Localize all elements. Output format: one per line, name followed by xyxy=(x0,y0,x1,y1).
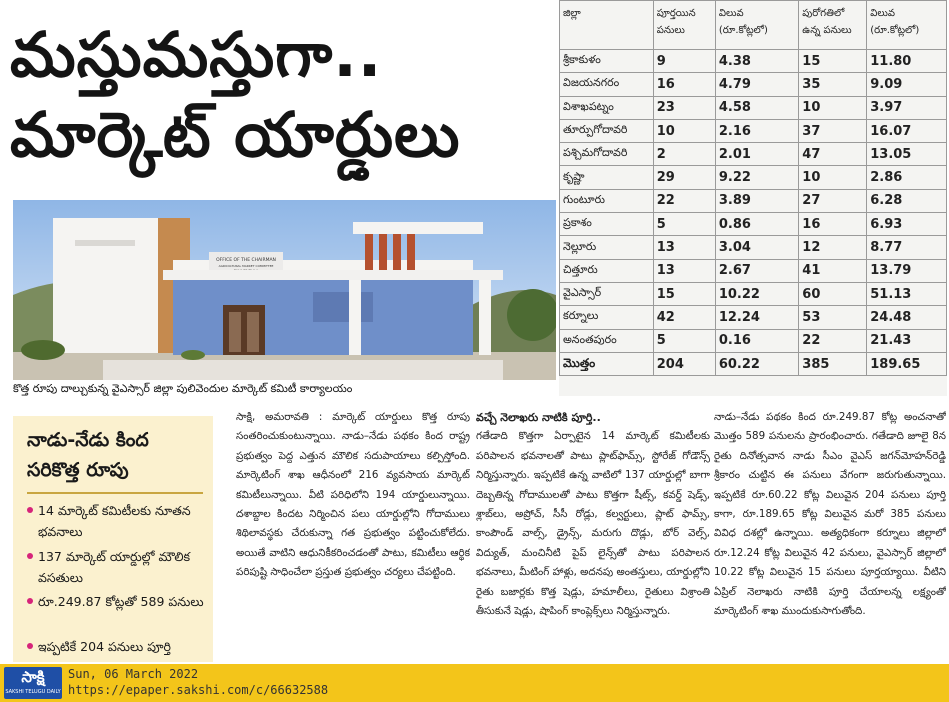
value-cell: 13 xyxy=(653,259,715,282)
table-row xyxy=(560,329,947,352)
logo-subtext: SAKSHI TELUGU DAILY xyxy=(5,689,61,695)
value-cell: 4.38 xyxy=(715,50,798,73)
building-photo xyxy=(13,200,556,380)
table-row xyxy=(560,143,947,166)
value-cell: 9.22 xyxy=(715,166,798,189)
district-cell: విజయనగరం xyxy=(560,73,654,96)
value-cell: 189.65 xyxy=(867,352,947,375)
highlights-box xyxy=(13,416,213,662)
district-cell: నెల్లూరు xyxy=(560,236,654,259)
value-cell: 2.67 xyxy=(715,259,798,282)
value-cell: 3.04 xyxy=(715,236,798,259)
value-cell: 2.86 xyxy=(867,166,947,189)
table-row xyxy=(560,189,947,212)
value-cell: 2 xyxy=(653,143,715,166)
value-cell: 3.89 xyxy=(715,189,798,212)
photo-caption: కొత్త రూపు దాల్చుకున్న వైఎస్సార్ జిల్లా పులివెందుల మార్కెట్ కమిటీ కార్యాలయం xyxy=(13,382,353,395)
value-cell: 2.16 xyxy=(715,119,798,142)
value-cell: 0.16 xyxy=(715,329,798,352)
district-cell: వైఎస్సార్ xyxy=(560,282,654,305)
value-cell: 10.22 xyxy=(715,282,798,305)
value-cell: 5 xyxy=(653,213,715,236)
district-cell: కృష్ణా xyxy=(560,166,654,189)
headline-line-1: మస్తుమస్తుగా.. xyxy=(10,18,383,91)
value-cell: 385 xyxy=(799,352,867,375)
district-cell: తూర్పుగోదావరి xyxy=(560,119,654,142)
value-cell: 8.77 xyxy=(867,236,947,259)
article-column-1: సాక్షి, అమరావతి : మార్కెట్ యార్డులు కొత్త రూపు సంతరించుకుంటున్నాయి. నాడు–నేడు పథకం కింద రాష్ట్ర ప్రభుత్వం పెద్ద ఎత్తున మౌలిక సదుపాయాలు కల్పిస్తోంది. మార్కెటింగ్ శాఖ ఆధీనంలో 216 వ్యవసాయ మార్కెట్ కమిటీలున్నాయి. వీటి పరిధిలోని 194 యార్డులున్నాయి. దశాబ్దాల కిందట నిర్మించిన పలు యార్డుల్లోని గోదాములు శిథిలావస్థకు చేరుకున్నా గత ప్రభుత్వం పట్టించుకోలేదు. అయితే వాటిని ఆధునికీకరించడంతో పాటు, కమిటీలు ఆర్థిక పరిపుష్టి సాధించేలా ప్రస్తుత ప్రభుత్వం చర్యలు చేపట్టింది. xyxy=(236,411,470,579)
table-row xyxy=(560,259,947,282)
table-row xyxy=(560,282,947,305)
value-cell: 6.93 xyxy=(867,213,947,236)
footer-bar xyxy=(0,664,949,702)
table-row xyxy=(560,73,947,96)
value-cell: 41 xyxy=(799,259,867,282)
value-cell: 10 xyxy=(799,96,867,119)
column-header: పూర్తయిన పనులు xyxy=(653,1,715,50)
value-cell: 2.01 xyxy=(715,143,798,166)
value-cell: 60 xyxy=(799,282,867,305)
value-cell: 6.28 xyxy=(867,189,947,212)
table-row xyxy=(560,50,947,73)
value-cell: 35 xyxy=(799,73,867,96)
highlight-text: ఇప్పటికే 204 పనులు పూర్తి xyxy=(38,639,171,654)
value-cell: 10 xyxy=(653,119,715,142)
value-cell: 15 xyxy=(799,50,867,73)
value-cell: 16 xyxy=(653,73,715,96)
value-cell: 53 xyxy=(799,306,867,329)
value-cell: 51.13 xyxy=(867,282,947,305)
highlight-text: 137 మార్కెట్ యార్డుల్లో మౌలిక వసతులు xyxy=(38,549,191,585)
district-cell: శ్రీకాకుళం xyxy=(560,50,654,73)
highlight-text: 14 మార్కెట్ కమిటీలకు నూతన భవనాలు xyxy=(38,503,191,539)
value-cell: 23 xyxy=(653,96,715,119)
district-cell: గుంటూరు xyxy=(560,189,654,212)
bullet-dot-icon xyxy=(27,598,33,604)
table-row xyxy=(560,213,947,236)
value-cell: 5 xyxy=(653,329,715,352)
sakshi-logo[interactable] xyxy=(4,667,62,699)
column-header: జిల్లా xyxy=(560,1,654,50)
logo-text: సాక్షి xyxy=(21,668,45,686)
value-cell: 9.09 xyxy=(867,73,947,96)
value-cell: 13 xyxy=(653,236,715,259)
value-cell: 60.22 xyxy=(715,352,798,375)
value-cell: 24.48 xyxy=(867,306,947,329)
column-header: పురోగతిలో ఉన్న పనులు xyxy=(799,1,867,50)
value-cell: 9 xyxy=(653,50,715,73)
district-cell: పశ్చిమగోదావరి xyxy=(560,143,654,166)
value-cell: 13.05 xyxy=(867,143,947,166)
value-cell: 4.79 xyxy=(715,73,798,96)
value-cell: 204 xyxy=(653,352,715,375)
value-cell: 12.24 xyxy=(715,306,798,329)
district-cell: విశాఖపట్నం xyxy=(560,96,654,119)
highlight-item xyxy=(27,591,212,612)
value-cell: 12 xyxy=(799,236,867,259)
column-header: విలువ (రూ.కోట్లలో) xyxy=(867,1,947,50)
value-cell: 16.07 xyxy=(867,119,947,142)
value-cell: 47 xyxy=(799,143,867,166)
district-cell: కర్నూలు xyxy=(560,306,654,329)
publish-date: Sun, 06 March 2022 xyxy=(68,667,199,681)
article-column-2-text: గతేడాది కొత్తగా ఏర్పాటైన 14 మార్కెట్ కమిటీలకు పరిపాలన భవనాలతో పాటు ప్లాట్‌ఫామ్స్, స్టోరేజ్ గోడౌన్స్ నిర్మిస్తున్నారు. ఇప్పటికే ఉన్న వాటిలో 137 యార్డుల్లో బాగా దెబ్బతిన్న గోదాములతో పాటు కొత్తగా షీట్స్, కవర్డ్ షెడ్స్, శ్లాబ్‌లు, అప్రోచ్, సీసీ రోడ్లు, కల్వర్టులు, ప్లాట్ ఫామ్స్, కాంపౌండ్ వాల్స్, డ్రైన్స్, మరుగు దొడ్లు, బోర్ వెల్స్, విద్యుత్, మంచినీటి పైప్ లైన్స్‌తో పాటు పరిపాలన భవనాలు, మీటింగ్ హాళ్లు, అదనపు అంతస్తులు, యార్డుల్లోని రైతు బజార్లకు కొత్త షెడ్లు, హమాలీలు, రైతులు విశ్రాంతి తీసుకునే షెడ్లు, షాపింగ్ కాంప్లెక్స్‌లు నిర్మిస్తున్నారు. xyxy=(476,430,710,618)
table-row xyxy=(560,119,947,142)
table-row xyxy=(560,96,947,119)
table-total-row xyxy=(560,352,947,375)
district-cell: చిత్తూరు xyxy=(560,259,654,282)
district-cell: మొత్తం xyxy=(560,352,654,375)
highlight-item xyxy=(27,636,212,657)
value-cell: 22 xyxy=(653,189,715,212)
district-works-table xyxy=(559,0,947,396)
value-cell: 15 xyxy=(653,282,715,305)
value-cell: 0.86 xyxy=(715,213,798,236)
bullet-dot-icon xyxy=(27,643,33,649)
table-row xyxy=(560,166,947,189)
bullet-dot-icon xyxy=(27,553,33,559)
highlight-item xyxy=(27,500,212,542)
table-row xyxy=(560,236,947,259)
value-cell: 3.97 xyxy=(867,96,947,119)
value-cell: 16 xyxy=(799,213,867,236)
table-row xyxy=(560,306,947,329)
district-cell: అనంతపురం xyxy=(560,329,654,352)
value-cell: 4.58 xyxy=(715,96,798,119)
column-header: విలువ (రూ.కోట్లలో) xyxy=(715,1,798,50)
table-header-row xyxy=(560,1,947,50)
article-column-3: నాడు–నేడు పథకం కింద రూ.249.87 కోట్ల అంచనాతో మొత్తం 589 పనులను ప్రారంభించారు. గతేడాది జూలై 8న రైతు దినోత్సవాన నాడు సీఎం వైఎస్ జగన్‌మోహన్‌రెడ్డి శ్రీకారం చుట్టిన ఈ పనులు వేగంగా జరుగుతున్నాయి. ఇప్పటికే రూ.60.22 కోట్ల విలువైన 204 పనులు పూర్తి కాగా, రూ.189.65 కోట్ల విలువైన మరో 385 పనులు వివిధ దశల్లో ఉన్నాయి. అత్యధికంగా కర్నూలు జిల్లాలో రూ.12.24 కోట్ల విలువైన 42 పనులు, వైఎస్సార్ జిల్లాలో 10.22 కోట్ల విలువైన 15 పనులు పూర్తయ్యాయి. వీటిని ఏప్రిల్ నెలాఖరు నాటికి పూర్తి చేయాలన్న లక్ష్యంతో మార్కెటింగ్ శాఖ ముందుకుసాగుతోంది. xyxy=(714,411,946,618)
highlight-item xyxy=(27,546,212,588)
value-cell: 13.79 xyxy=(867,259,947,282)
value-cell: 22 xyxy=(799,329,867,352)
value-cell: 42 xyxy=(653,306,715,329)
value-cell: 29 xyxy=(653,166,715,189)
article-column-2 xyxy=(476,408,710,658)
highlight-text: రూ.249.87 కోట్లతో 589 పనులు xyxy=(38,594,204,609)
article-subheading: వచ్చే నెలాఖరు నాటికి పూర్తి.. xyxy=(476,411,601,424)
highlights-title: నాడు-నేడు కింద సరికొత్త రూపు xyxy=(27,429,149,481)
value-cell: 37 xyxy=(799,119,867,142)
value-cell: 27 xyxy=(799,189,867,212)
value-cell: 11.80 xyxy=(867,50,947,73)
district-cell: ప్రకాశం xyxy=(560,213,654,236)
sign-line: AGRICULTURAL MARKET COMMITTEE xyxy=(218,264,274,268)
source-url-link[interactable]: https://epaper.sakshi.com/c/66632588 xyxy=(68,683,329,697)
headline-line-2: మార్కెట్ యార్డులు xyxy=(10,98,461,171)
highlights-divider xyxy=(27,492,203,494)
value-cell: 21.43 xyxy=(867,329,947,352)
sign-line: OFFICE OF THE CHAIRMAN xyxy=(216,258,276,263)
value-cell: 10 xyxy=(799,166,867,189)
bullet-dot-icon xyxy=(27,507,33,513)
